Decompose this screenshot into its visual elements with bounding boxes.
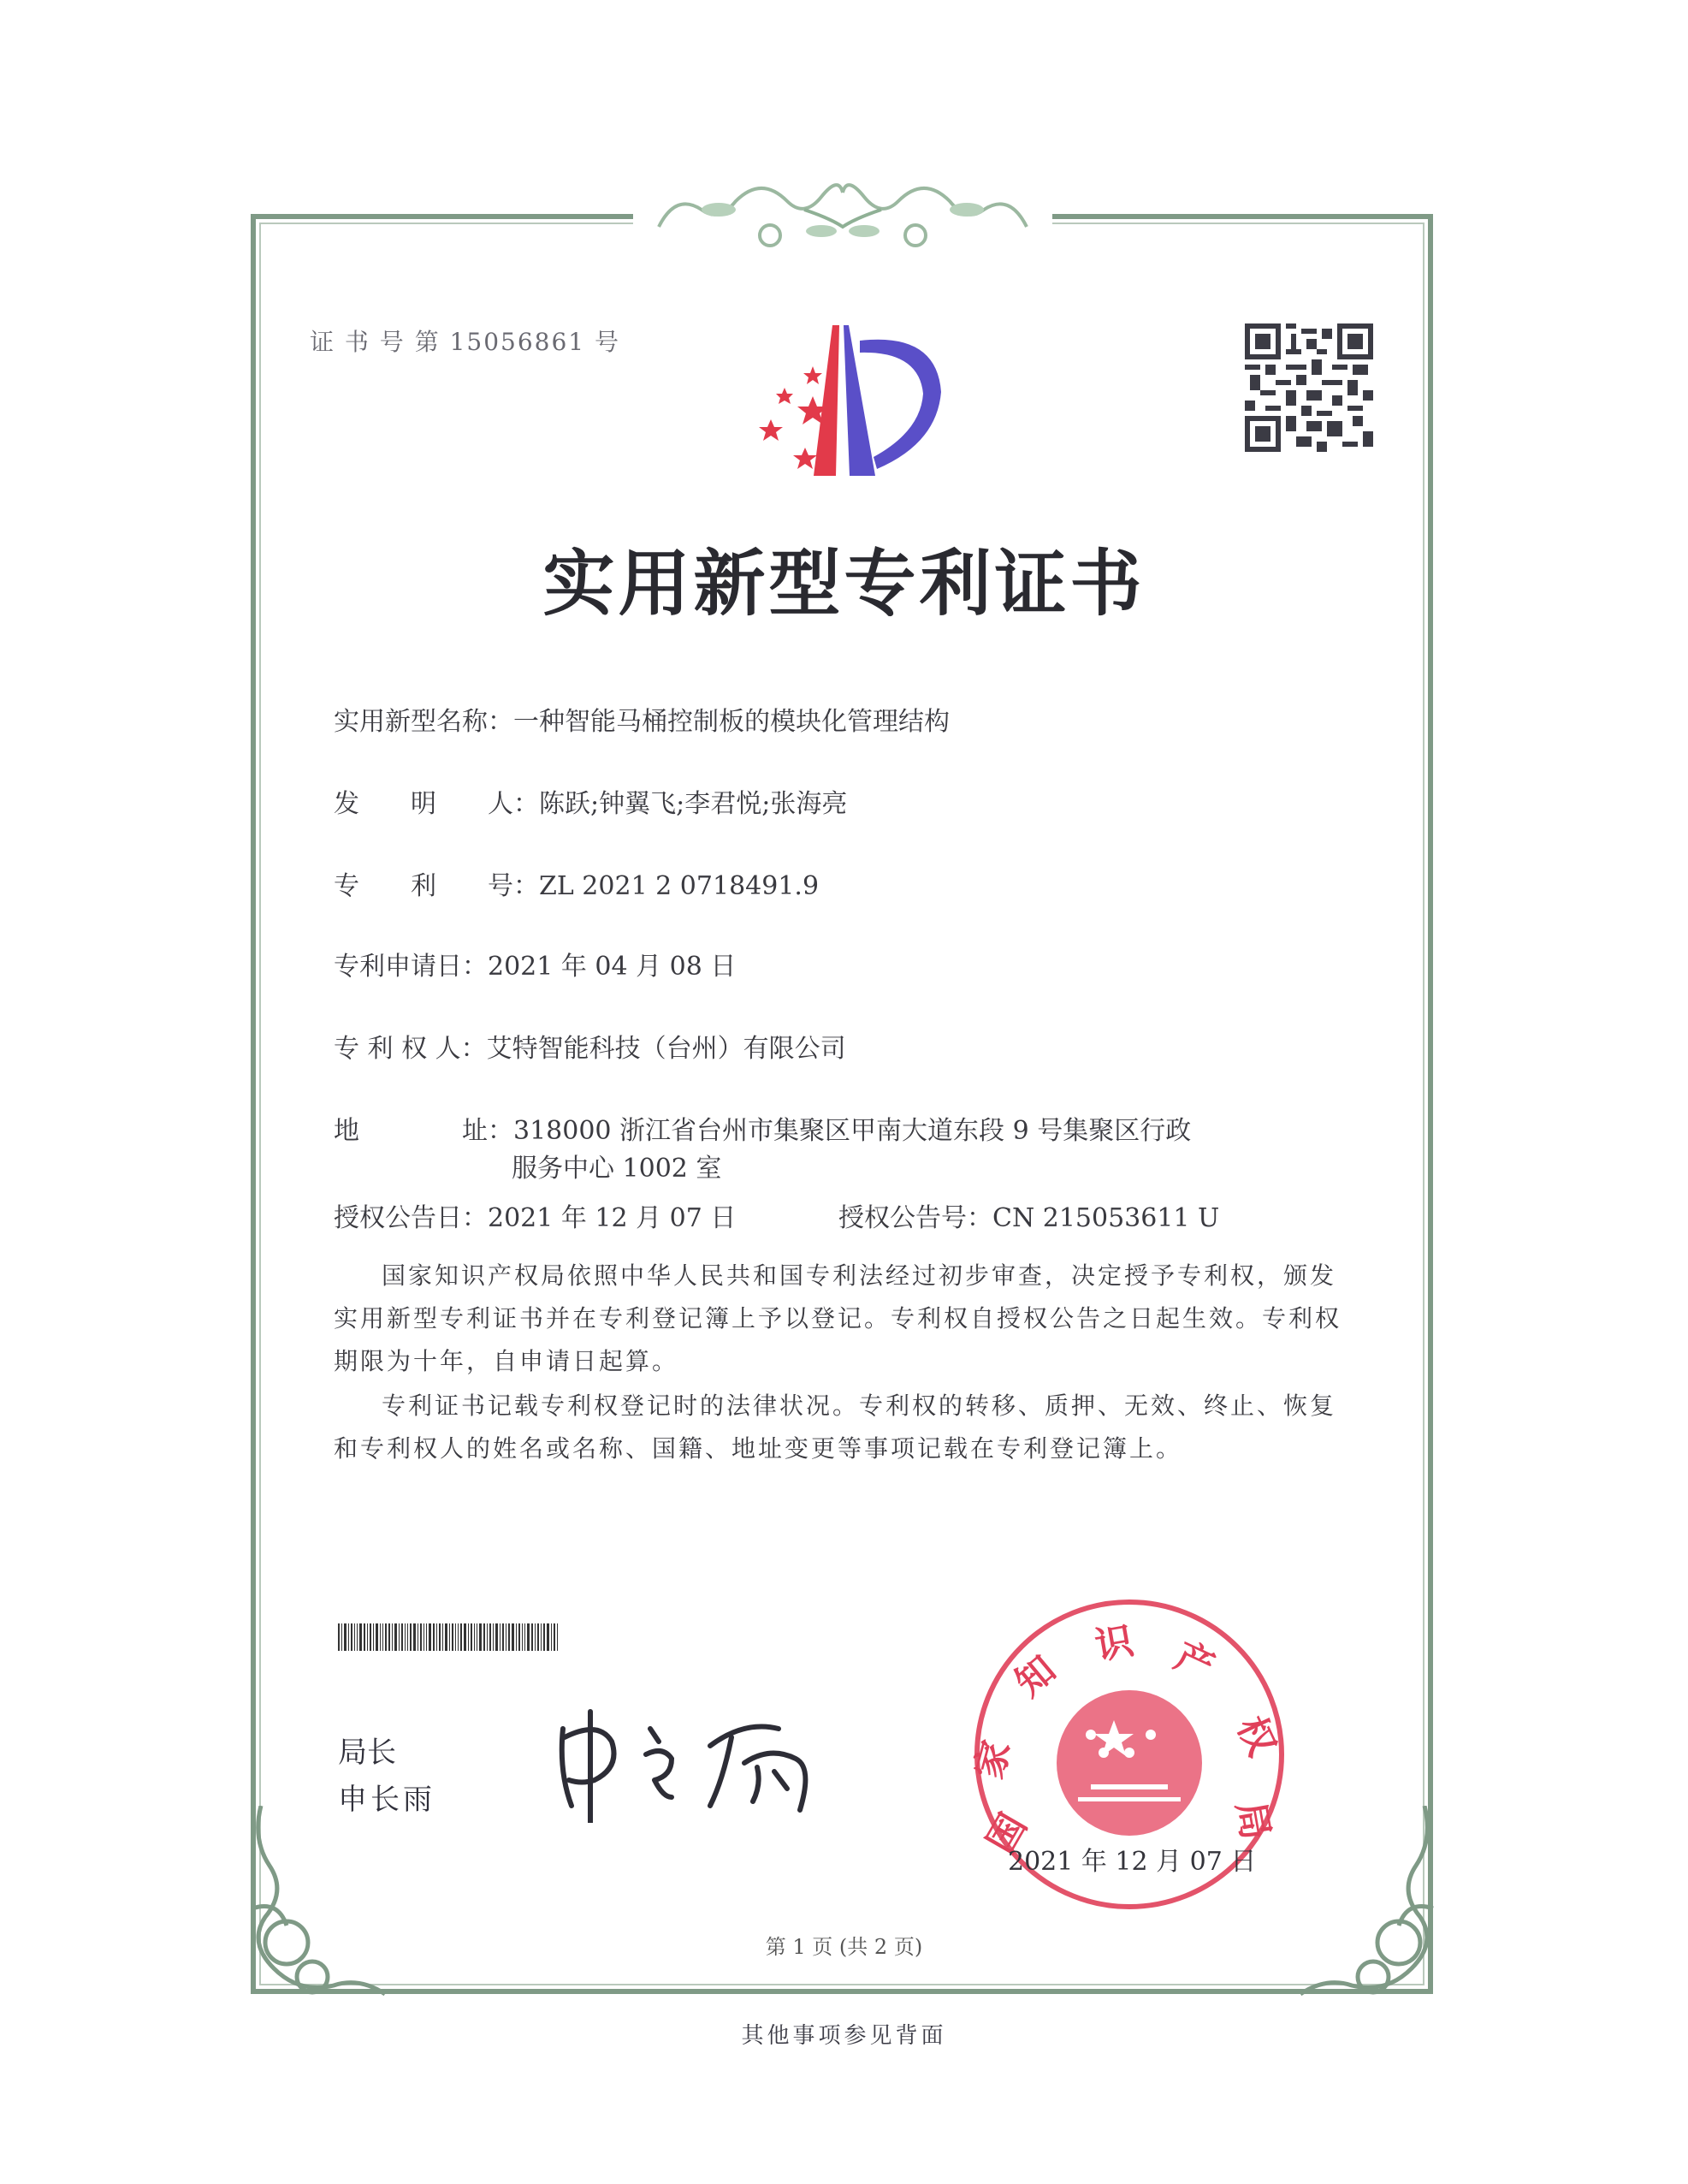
- svg-text:知: 知: [1007, 1647, 1064, 1706]
- field-label: 专利申请日：: [334, 952, 488, 982]
- back-side-note: 其他事项参见背面: [741, 2023, 947, 2049]
- field-label: 地 址：: [334, 1116, 513, 1146]
- legal-paragraph-1: 国家知识产权局依照中华人民共和国专利法经过初步审查，决定授予专利权，颁发实用新型专利证书并在专利登记簿上予以登记。专利权自授权公告之日起生效。专利权期限为十年，自申请日起算。: [334, 1261, 1342, 1375]
- field-value: 陈跃;钟翼飞;李君悦;张海亮: [539, 789, 848, 819]
- svg-text:产: 产: [1168, 1634, 1221, 1690]
- field-value: CN 215053611 U: [992, 1203, 1220, 1233]
- field-label: 授权公告号：: [838, 1203, 992, 1233]
- top-ornament-icon: [633, 175, 1052, 261]
- certificate-number: [310, 323, 620, 358]
- field-address: [334, 1109, 1191, 1147]
- field-grant-publication-number: [838, 1196, 1219, 1234]
- seal-date: 2021 年 12 月 07 日: [1008, 1847, 1257, 1877]
- svg-text:家: 家: [967, 1736, 1020, 1784]
- svg-text:国: 国: [979, 1806, 1036, 1861]
- field-label: 专 利 号：: [334, 871, 539, 901]
- field-utility-model-name: [334, 700, 950, 738]
- field-value: 一种智能马桶控制板的模块化管理结构: [513, 707, 950, 737]
- page-indicator: 第 1 页 (共 2 页): [765, 1935, 923, 1959]
- certificate-number-suffix: 号: [595, 328, 621, 356]
- signatory-title: 局长: [338, 1736, 396, 1770]
- field-value: 2021 年 12 月 07 日: [488, 1203, 737, 1233]
- corner-ornament-bottom-left-icon: [235, 1806, 423, 2011]
- qr-code-icon: [1245, 323, 1373, 452]
- field-patentee: [334, 1027, 846, 1065]
- handwritten-signature-icon: [548, 1703, 838, 1823]
- svg-text:识: 识: [1092, 1618, 1137, 1669]
- svg-text:局: 局: [1228, 1798, 1278, 1843]
- page-title: 实用新型专利证书: [542, 542, 1146, 626]
- barcode: [338, 1623, 613, 1651]
- field-grant-date: [334, 1196, 736, 1234]
- field-label: 发 明 人：: [334, 789, 539, 819]
- field-label: 专 利 权 人：: [334, 1034, 487, 1064]
- field-filing-date: [334, 945, 736, 982]
- signatory-name: 申长雨: [338, 1783, 435, 1817]
- certificate-number-value: 15056861: [449, 328, 586, 356]
- field-label: 实用新型名称：: [334, 707, 513, 737]
- field-value: 2021 年 04 月 08 日: [488, 952, 737, 982]
- cnipa-logo-icon: [731, 315, 945, 478]
- field-value: 318000 浙江省台州市集聚区甲南大道东段 9 号集聚区行政: [513, 1116, 1192, 1146]
- legal-paragraph-2: 专利证书记载专利权登记时的法律状况。专利权的转移、质押、无效、终止、恢复和专利权人的姓名或名称、国籍、地址变更等事项记载在专利登记簿上。: [334, 1392, 1337, 1463]
- field-inventors: [334, 782, 847, 820]
- field-address-line2: 服务中心 1002 室: [512, 1154, 722, 1184]
- certificate-number-label: 证 书 号 第: [310, 328, 441, 356]
- field-value: 艾特智能科技（台州）有限公司: [486, 1034, 846, 1064]
- field-label: 授权公告日：: [334, 1203, 488, 1233]
- svg-text:权: 权: [1228, 1710, 1284, 1763]
- field-patent-number: [334, 864, 819, 902]
- field-value: ZL 2021 2 0718491.9: [539, 871, 820, 901]
